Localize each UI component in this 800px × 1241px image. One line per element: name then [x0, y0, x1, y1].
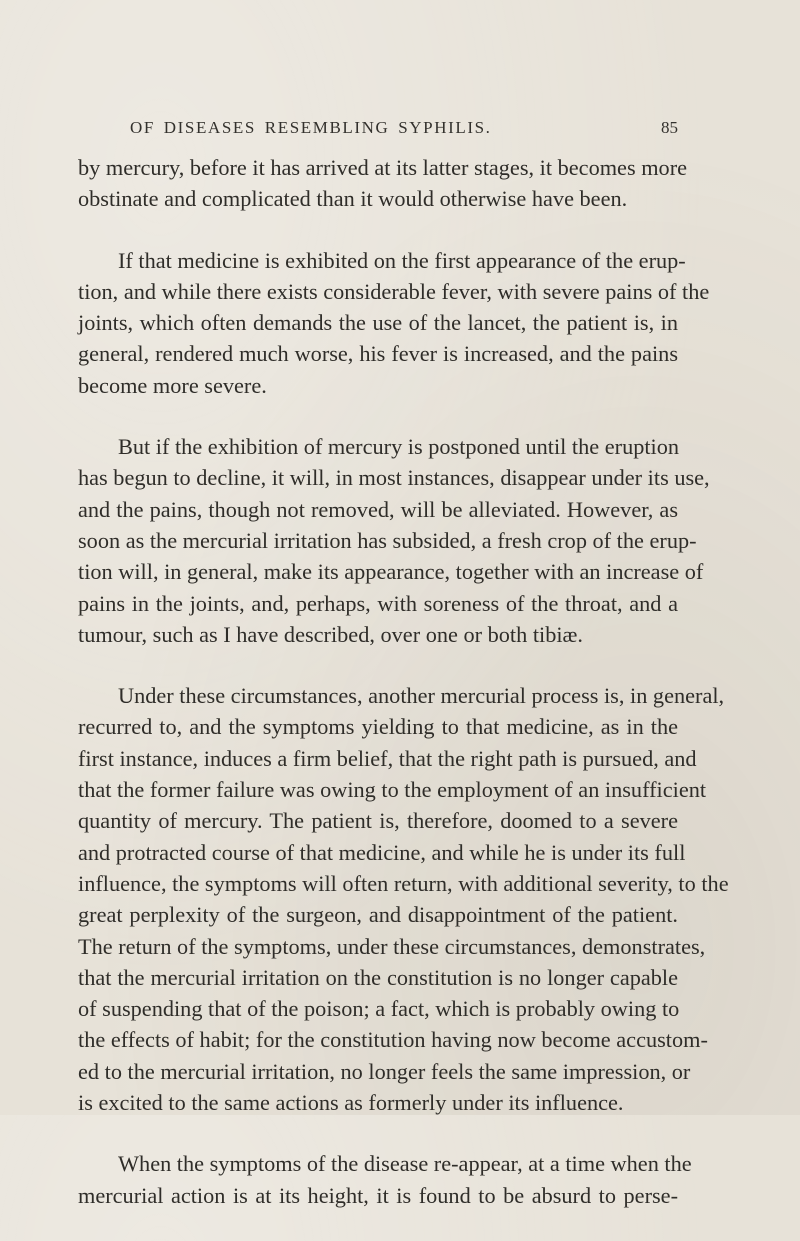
text-line: recurred to, and the symptoms yielding to that medicine, as in the	[78, 714, 678, 740]
text-line: by mercury, before it has arrived at its latter stages, it becomes more	[78, 155, 688, 180]
text-line: If that medicine is exhibited on the first appearance of the erup-	[118, 247, 686, 273]
text-line: and protracted course of that medicine, and while he is under its full	[78, 839, 686, 865]
body-text	[78, 152, 729, 1241]
text-line: ed to the mercurial irritation, no longer feels the same impression, or	[78, 1058, 691, 1084]
paragraph-3	[78, 431, 710, 650]
text-line: When the symptoms of the disease re-appear, at a time when the	[118, 1151, 692, 1177]
running-title: OF DISEASES RESEMBLING SYPHILIS.	[130, 118, 492, 137]
text-line: has begun to decline, it will, in most instances, disappear under its use,	[78, 465, 710, 491]
text-line: tion will, in general, make its appearance, together with an increase of	[78, 559, 704, 585]
text-line: become more severe.	[78, 372, 267, 398]
text-line: that the former failure was owing to the employment of an insufficient	[78, 777, 707, 803]
text-line: that the mercurial irritation on the constitution is no longer capable	[78, 964, 678, 990]
text-line: obstinate and complicated than it would otherwise have been.	[78, 186, 628, 212]
text-line: Under these circumstances, another mercurial process is, in general,	[118, 683, 725, 709]
text-line: soon as the mercurial irritation has subsided, a fresh crop of the erup-	[78, 527, 697, 553]
text-line: quantity of mercury. The patient is, therefore, doomed to a severe	[78, 808, 678, 834]
text-line: joints, which often demands the use of the lancet, the patient is, in	[78, 310, 678, 336]
text-line: The return of the symptoms, under these circumstances, demonstrates,	[78, 933, 706, 959]
text-line: general, rendered much worse, his fever is increased, and the pains	[78, 341, 678, 367]
text-line: and the pains, though not removed, will be alleviated. However, as	[78, 496, 678, 522]
paragraph-5	[78, 1148, 692, 1211]
text-line: But if the exhibition of mercury is postponed until the eruption	[118, 434, 680, 460]
text-line: is excited to the same actions as formerly under its influence.	[78, 1090, 624, 1116]
running-head	[130, 118, 678, 140]
text-line: of suspending that of the poison; a fact, which is probably owing to	[78, 996, 680, 1022]
text-line: mercurial action is at its height, it is found to be absurd to perse-	[78, 1182, 678, 1208]
paragraph-4	[78, 680, 729, 1118]
text-line: tion, and while there exists considerable fever, with severe pains of the	[78, 278, 710, 304]
text-line: the effects of habit; for the constitution having now become accustom-	[78, 1027, 708, 1053]
paragraph-2	[78, 245, 710, 401]
text-line: influence, the symptoms will often return, with additional severity, to the	[78, 870, 729, 896]
text-line: tumour, such as I have described, over one or both tibiæ.	[78, 621, 584, 647]
text-line: great perplexity of the surgeon, and disappointment of the patient.	[78, 902, 678, 928]
text-line: pains in the joints, and, perhaps, with soreness of the throat, and a	[78, 590, 678, 616]
text-line: first instance, induces a firm belief, that the right path is pursued, and	[78, 745, 697, 771]
page-number: 85	[661, 118, 678, 137]
paragraph-1	[78, 152, 688, 215]
